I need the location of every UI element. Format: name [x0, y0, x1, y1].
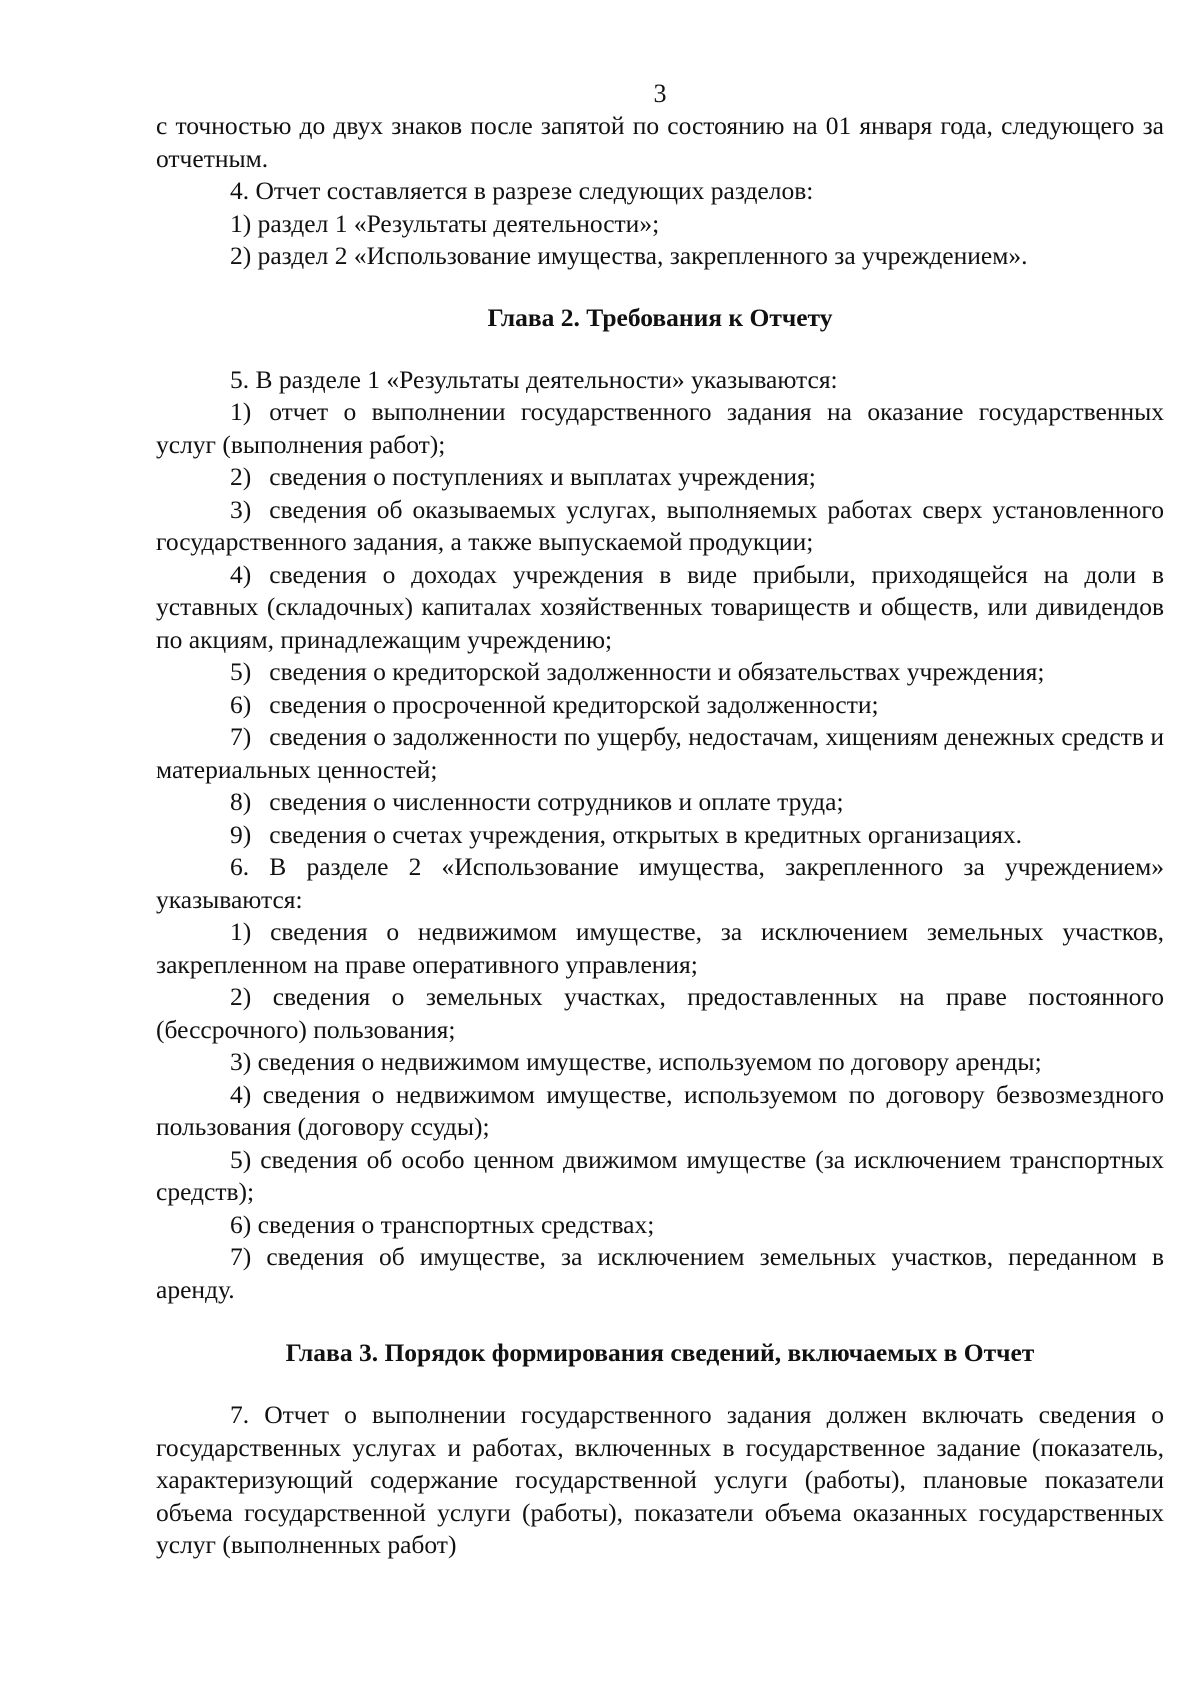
item6-subitem	[156, 1241, 1164, 1306]
item6-lead: 6. В разделе 2 «Использование имущества, закрепленного за учреждением» указываются:	[156, 852, 1164, 914]
item5-lead: 5. В разделе 1 «Результаты деятельности» указываются:	[230, 364, 838, 394]
item5-subitem	[156, 819, 1164, 852]
intro-paragraph-continuation: с точностью до двух знаков после запятой по состоянию на 01 января года, следующего за отчетным.	[156, 111, 1164, 173]
subitem-text: сведения о транспортных средствах;	[257, 1209, 655, 1239]
subitem-text: сведения об особо ценном движимом имуществе (за исключением транспортных средств);	[156, 1144, 1164, 1206]
item5-subitem	[156, 494, 1164, 559]
subitem-text: сведения об имуществе, за исключением земельных участков, переданном в аренду.	[156, 1242, 1164, 1304]
subitem-number: 2)	[230, 982, 252, 1011]
subitem-number: 1)	[230, 397, 252, 426]
subitem-text: отчет о выполнении государственного задания на оказание государственных услуг (выполнения работ);	[156, 397, 1164, 459]
subitem-text: сведения о численности сотрудников и оплате труда;	[269, 787, 844, 816]
item6-subitem	[156, 916, 1164, 981]
subitem-text: сведения о земельных участках, предоставленных на праве постоянного (бессрочного) пользования;	[156, 982, 1164, 1044]
page-number: 3	[653, 79, 667, 108]
subitem-number: 6)	[230, 689, 252, 719]
subitem-number: 5)	[230, 657, 252, 686]
item5-subitem	[156, 689, 1164, 722]
item5-subitem	[156, 786, 1164, 819]
subitem-number: 5)	[230, 1144, 252, 1174]
subitem-number: 6)	[230, 1209, 252, 1239]
item6-subitem	[156, 1209, 1164, 1242]
item7-paragraph: 7. Отчет о выполнении государственного задания должен включать сведения о государственных услугах и работах, включенных в государственное задание (показатель, характеризующий содержание государственной услуги (работы), плановые показатели объема государственной услуги (работы), показатели объема оказанных государственных услуг (выполненных работ)	[156, 1400, 1164, 1559]
subitem-number: 2)	[230, 462, 252, 491]
item5-subitem	[156, 461, 1164, 494]
subitem-text: сведения о недвижимом имуществе, используемом по договору безвозмездного пользования (договору ссуды);	[156, 1079, 1165, 1141]
subitem-number: 9)	[230, 819, 252, 849]
item5-subitem	[156, 559, 1164, 657]
item6-subitem	[156, 1079, 1164, 1144]
subitem-text: сведения о кредиторской задолженности и обязательствах учреждения;	[269, 657, 1045, 686]
subitem-number: 3)	[230, 1047, 252, 1076]
subitem-text: сведения о просроченной кредиторской задолженности;	[269, 689, 879, 719]
subitem-text: сведения о доходах учреждения в виде прибыли, приходящейся на доли в уставных (складочных) капиталах хозяйственных товариществ и обществ, или дивидендов по акциям, принадлежащим учреждению;	[156, 559, 1164, 654]
chapter-2-heading: Глава 2. Требования к Отчету	[487, 302, 833, 332]
subitem-number: 8)	[230, 787, 252, 816]
subitem-number: 4)	[230, 559, 252, 589]
subitem-number: 7)	[230, 722, 252, 751]
intro-paragraph-section1: 1) раздел 1 «Результаты деятельности»;	[230, 208, 660, 238]
item5-subitem	[156, 656, 1164, 689]
subitem-number: 7)	[230, 1242, 252, 1271]
chapter-3-heading: Глава 3. Порядок формирования сведений, включаемых в Отчет	[285, 1338, 1035, 1367]
intro-paragraph-item4: 4. Отчет составляется в разрезе следующих разделов:	[230, 176, 814, 205]
item6-subitem	[156, 1144, 1164, 1209]
item6-subitem	[156, 1046, 1164, 1079]
document-page	[156, 78, 1164, 1562]
item6-subitem	[156, 981, 1164, 1046]
subitem-text: сведения о поступлениях и выплатах учреждения;	[269, 462, 816, 491]
subitem-number: 3)	[230, 494, 252, 524]
item5-subitem	[156, 396, 1164, 461]
subitem-text: сведения об оказываемых услугах, выполняемых работах сверх установленного государственного задания, а также выпускаемой продукции;	[156, 494, 1164, 556]
subitem-number: 1)	[230, 917, 252, 946]
subitem-text: сведения о задолженности по ущербу, недостачам, хищениям денежных средств и материальных ценностей;	[156, 722, 1164, 784]
subitem-number: 4)	[230, 1079, 252, 1109]
subitem-text: сведения о недвижимом имуществе, за исключением земельных участков, закрепленном на праве оперативного управления;	[156, 917, 1164, 979]
subitem-text: сведения о счетах учреждения, открытых в кредитных организациях.	[269, 819, 1022, 849]
intro-paragraph-section2: 2) раздел 2 «Использование имущества, закрепленного за учреждением».	[230, 241, 1028, 270]
subitem-text: сведения о недвижимом имуществе, используемом по договору аренды;	[257, 1047, 1042, 1076]
item5-subitem	[156, 721, 1164, 786]
